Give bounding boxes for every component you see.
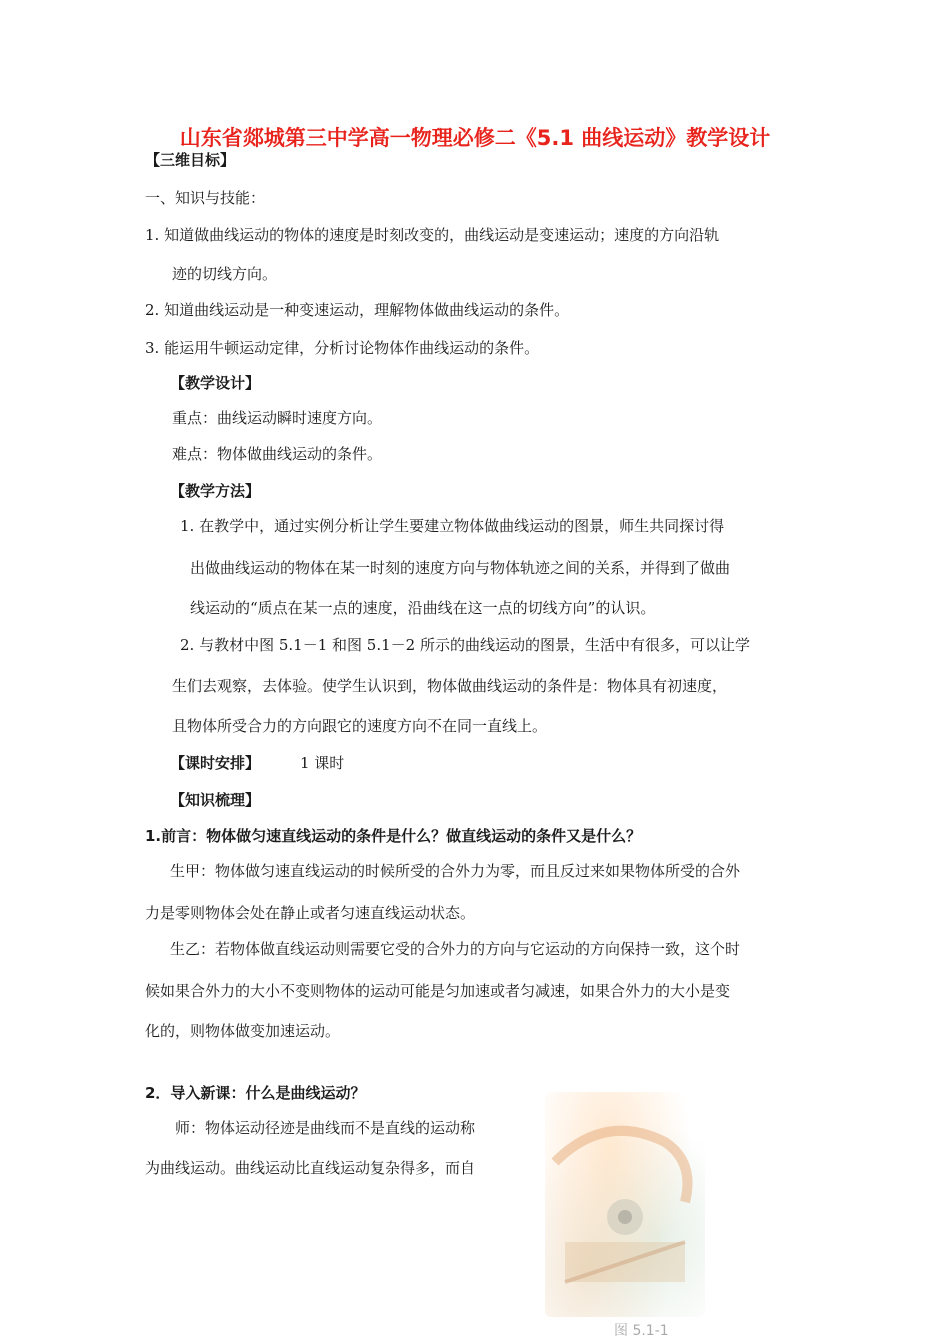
- student-b-line-2: 候如果合外力的大小不变则物体的运动可能是匀加速或者匀减速，如果合外力的大小是变: [145, 982, 731, 1000]
- method-2-line-1: 2. 与教材中图 5.1－1 和图 5.1－2 所示的曲线运动的图景，生活中有很多，可以让学: [180, 636, 750, 654]
- heading-keshi-anpai: 【课时安排】: [170, 754, 261, 772]
- student-a-line-2: 力是零则物体会处在静止或者匀速直线运动状态。: [145, 904, 476, 922]
- goal-item-2: 2. 知道曲线运动是一种变速运动，理解物体做曲线运动的条件。: [145, 301, 570, 319]
- teacher-line-2: 为曲线运动。曲线运动比直线运动复杂得多，而自: [145, 1159, 476, 1177]
- method-1-line-1: 1. 在教学中，通过实例分析让学生要建立物体做曲线运动的图景，师生共同探讨得: [180, 517, 725, 535]
- method-2-line-3: 且物体所受合力的方向跟它的速度方向不在同一直线上。: [172, 717, 548, 735]
- question-1: 1.前言：物体做匀速直线运动的条件是什么？做直线运动的条件又是什么？: [145, 827, 642, 845]
- figure-illustration: [545, 1092, 705, 1317]
- difficult-point: 难点：物体做曲线运动的条件。: [172, 445, 383, 463]
- method-2-line-2: 生们去观察，去体验。使学生认识到，物体做曲线运动的条件是：物体具有初速度，: [172, 677, 728, 695]
- goal-item-1-line-1: 1. 知道做曲线运动的物体的速度是时刻改变的，曲线运动是变速运动；速度的方向沿轨: [145, 226, 720, 244]
- heading-jiaoxue-fangfa: 【教学方法】: [170, 482, 261, 500]
- goal-item-1-line-2: 迹的切线方向。: [172, 265, 278, 283]
- figure-image: [545, 1092, 705, 1317]
- goal-item-3: 3. 能运用牛顿运动定律，分析讨论物体作曲线运动的条件。: [145, 339, 540, 357]
- question-2: 2．导入新课：什么是曲线运动？: [145, 1084, 366, 1102]
- student-a-line-1: 生甲：物体做匀速直线运动的时候所受的合外力为零，而且反过来如果物体所受的合外: [170, 862, 741, 880]
- heading-jiaoxue-sheji: 【教学设计】: [170, 374, 261, 392]
- method-1-line-2: 出做曲线运动的物体在某一时刻的速度方向与物体轨迹之间的关系，并得到了做曲: [190, 559, 731, 577]
- keshi-value: 1 课时: [300, 754, 345, 772]
- document-title: 山东省郯城第三中学高一物理必修二《5.1 曲线运动》教学设计: [179, 126, 771, 150]
- student-b-line-1: 生乙：若物体做直线运动则需要它受的合外力的方向与它运动的方向保持一致，这个时: [170, 940, 741, 958]
- heading-sanwei-mubiao: 【三维目标】: [145, 151, 236, 169]
- method-1-line-3: 线运动的“质点在某一点的速度，沿曲线在这一点的切线方向”的认识。: [190, 599, 656, 617]
- teacher-line-1: 师：物体运动径迹是曲线而不是直线的运动称: [175, 1119, 476, 1137]
- heading-knowledge-skills: 一、知识与技能：: [145, 189, 266, 207]
- heading-zhishi-shuli: 【知识梳理】: [170, 791, 261, 809]
- key-point: 重点：曲线运动瞬时速度方向。: [172, 409, 383, 427]
- figure-caption: 图 5.1-1: [614, 1323, 669, 1339]
- student-b-line-3: 化的，则物体做变加速运动。: [145, 1022, 341, 1040]
